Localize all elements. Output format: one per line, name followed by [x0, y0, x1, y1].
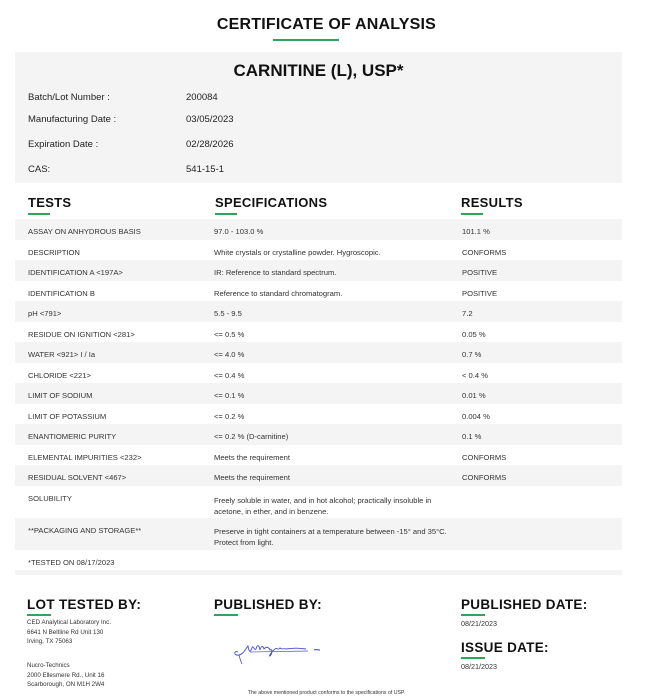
meta-label: Expiration Date :: [28, 139, 99, 150]
published-date-value: 08/21/2023: [461, 619, 497, 628]
issue-date-underline: [461, 657, 485, 659]
table-row: [15, 518, 622, 550]
table-row: [15, 486, 622, 518]
tests-table: [15, 219, 622, 575]
signature-image: [230, 636, 325, 666]
meta-label: Manufacturing Date :: [28, 114, 117, 125]
test-spec: <= 0.5 %: [214, 329, 245, 339]
table-row: [15, 281, 622, 302]
test-result: 0.004 %: [462, 411, 490, 421]
test-spec: <= 0.2 %: [214, 411, 245, 421]
tested-on-note: *TESTED ON 08/17/2023: [28, 557, 115, 567]
table-row: [15, 465, 622, 486]
test-name: SOLUBILITY: [28, 493, 72, 503]
test-result: 0.7 %: [462, 350, 482, 359]
usp-conformance-disclaimer: The above mentioned product conforms to the specifications of USP.: [247, 690, 406, 696]
expiration-date-row: [28, 139, 608, 155]
cas-row: [28, 164, 608, 180]
product-header-panel: [15, 52, 622, 183]
test-name: ASSAY ON ANHYDROUS BASIS: [28, 227, 141, 236]
test-spec: Preserve in tight containers at a temperature between -15° and 35°C. Protect from light.: [214, 526, 447, 547]
document-title: CERTIFICATE OF ANALYSIS: [216, 16, 437, 33]
tested-on-note-row: [15, 550, 622, 571]
lab2-address: [27, 661, 104, 690]
test-spec: Meets the requirement: [214, 452, 290, 462]
batch-lot-row: [28, 92, 608, 108]
lab1-city: Irving, TX 75063: [27, 638, 73, 645]
lot-tested-by-underline: [27, 614, 51, 616]
test-spec: <= 0.2 % (D-carnitine): [214, 432, 289, 441]
test-result: CONFORMS: [462, 473, 507, 482]
test-spec: <= 0.1 %: [214, 391, 245, 400]
lot-tested-by-heading: LOT TESTED BY:: [27, 597, 142, 612]
specifications-column-header: SPECIFICATIONS: [215, 195, 328, 210]
test-spec: Freely soluble in water, and in hot alcohol; practically insoluble in acetone, in ether, and in benzene.: [214, 495, 432, 516]
tests-header-underline: [28, 213, 50, 215]
test-name: DESCRIPTION: [28, 247, 80, 257]
test-spec: 97.0 - 103.0 %: [214, 227, 264, 236]
test-name: ELEMENTAL IMPURITIES <232>: [28, 452, 142, 462]
lab2-name: Nucro-Technics: [27, 662, 70, 669]
table-row: [15, 404, 622, 425]
product-name: CARNITINE (L), USP*: [233, 61, 404, 80]
table-row: [15, 383, 622, 404]
published-by-heading: PUBLISHED BY:: [214, 597, 322, 612]
meta-label: Batch/Lot Number :: [28, 92, 110, 103]
test-spec: <= 0.4 %: [214, 370, 245, 380]
table-row: [15, 445, 622, 466]
test-name: IDENTIFICATION B: [28, 288, 95, 298]
test-spec: Meets the requirement: [214, 473, 290, 482]
manufacturing-date-row: [28, 114, 608, 130]
test-name: pH <791>: [28, 309, 62, 318]
test-spec: Reference to standard chromatogram.: [214, 288, 343, 298]
test-result: 7.2: [462, 309, 473, 318]
test-name: CHLORIDE <221>: [28, 370, 91, 380]
test-result: POSITIVE: [462, 288, 498, 298]
tests-column-header: TESTS: [28, 195, 72, 210]
test-name: LIMIT OF SODIUM: [28, 391, 93, 400]
table-row: [15, 363, 622, 384]
test-spec: <= 4.0 %: [214, 350, 245, 359]
table-row: [15, 301, 622, 322]
test-result: 0.01 %: [462, 391, 486, 400]
table-row: [15, 322, 622, 343]
issue-date-value: 08/21/2023: [461, 662, 497, 671]
test-name: RESIDUE ON IGNITION <281>: [28, 329, 135, 339]
test-spec: IR: Reference to standard spectrum.: [214, 268, 337, 277]
published-by-underline: [214, 614, 238, 616]
test-name: **PACKAGING AND STORAGE**: [28, 525, 142, 535]
results-column-header: RESULTS: [461, 195, 523, 210]
meta-value: 200084: [186, 92, 218, 103]
specifications-header-underline: [215, 213, 237, 215]
lab1-address: [27, 618, 111, 647]
table-row: [15, 240, 622, 261]
title-underline: [273, 39, 339, 41]
published-date-heading: PUBLISHED DATE:: [461, 597, 588, 612]
published-date-underline: [461, 614, 485, 616]
test-name: LIMIT OF POTASSIUM: [28, 411, 107, 421]
test-spec: 5.5 - 9.5: [214, 309, 242, 318]
lab2-city: Scarborough, ON M1H 2W4: [27, 681, 105, 688]
test-result: POSITIVE: [462, 268, 498, 277]
test-result: CONFORMS: [462, 452, 507, 462]
table-row: [15, 260, 622, 281]
meta-value: 541-15-1: [186, 164, 225, 175]
meta-value: 02/28/2026: [186, 139, 234, 150]
issue-date-heading: ISSUE DATE:: [461, 640, 549, 655]
table-row: [15, 342, 622, 363]
test-result: < 0.4 %: [462, 370, 488, 380]
table-row: [15, 219, 622, 240]
test-result: 101.1 %: [462, 227, 490, 236]
lab1-name: CED Analytical Laboratory Inc.: [27, 619, 111, 626]
test-name: IDENTIFICATION A <197A>: [28, 268, 123, 277]
test-name: ENANTIOMERIC PURITY: [28, 432, 117, 441]
meta-label: CAS:: [28, 164, 51, 175]
test-result: 0.1 %: [462, 432, 482, 441]
lab1-street: 6641 N Beltline Rd Unit 130: [27, 628, 104, 636]
test-name: RESIDUAL SOLVENT <467>: [28, 473, 127, 482]
table-end-band: [15, 570, 622, 575]
test-spec: White crystals or crystalline powder. Hygroscopic.: [214, 247, 381, 257]
lab2-street: 2000 Ellesmere Rd., Unit 16: [27, 671, 105, 679]
meta-value: 03/05/2023: [186, 114, 234, 125]
table-row: [15, 424, 622, 445]
test-result: 0.05 %: [462, 329, 486, 339]
test-name: WATER <921> I / Ia: [28, 350, 96, 359]
test-result: CONFORMS: [462, 247, 507, 257]
results-header-underline: [461, 213, 483, 215]
